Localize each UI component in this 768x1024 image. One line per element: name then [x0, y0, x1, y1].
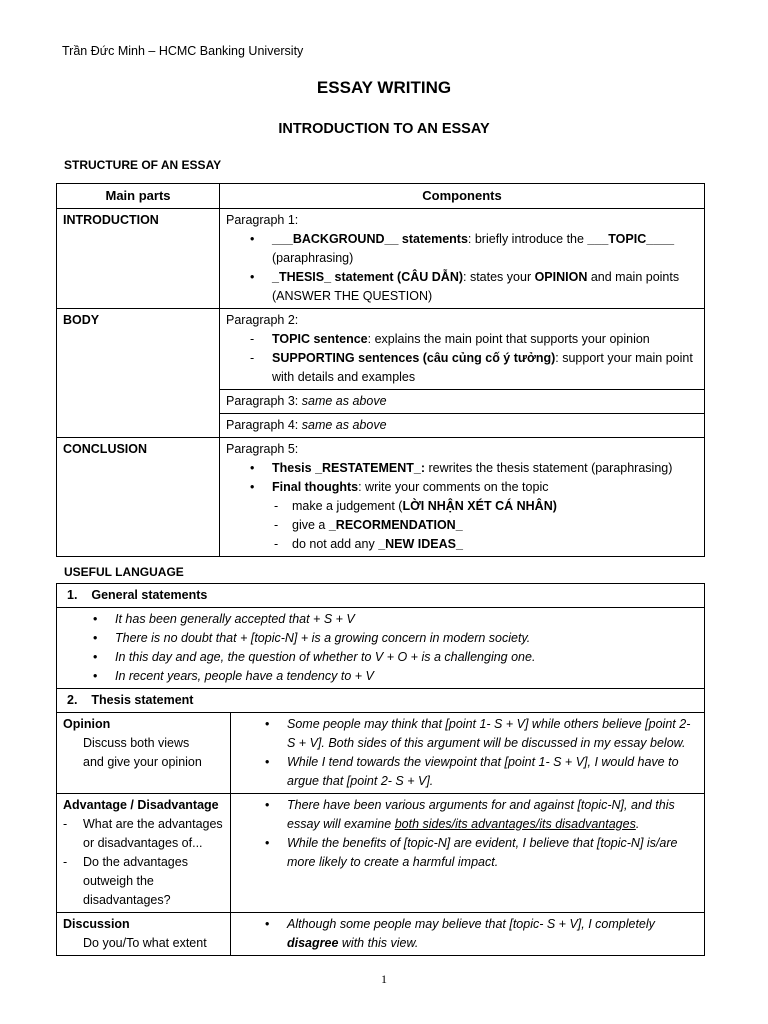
- opinion-line-2: and give your opinion: [83, 755, 202, 769]
- discussion-examples: [231, 913, 705, 956]
- page-number: 1: [381, 972, 387, 986]
- body-para-3: Paragraph 3: same as above: [220, 390, 705, 414]
- body-para-label: Paragraph 2:: [226, 313, 299, 327]
- structure-heading: STRUCTURE OF AN ESSAY: [64, 158, 222, 172]
- bullet-icon: •: [250, 232, 255, 246]
- body-dash-1: - TOPIC sentence: explains the main point that supports your opinion: [250, 332, 650, 346]
- page-subtitle: INTRODUCTION TO AN ESSAY: [278, 121, 490, 137]
- body-para-4: Paragraph 4: same as above: [220, 414, 705, 438]
- bullet-icon: •: [250, 461, 255, 475]
- opinion-example-2: • While I tend towards the viewpoint that [point 1- S + V], I would have to argue that [point 2- S + V].: [265, 755, 679, 788]
- opinion-cell: [57, 713, 231, 794]
- page-title: ESSAY WRITING: [316, 78, 452, 97]
- bullet-icon: •: [250, 480, 255, 494]
- adv-example-2: • While the benefits of [topic-N] are evident, I believe that [topic-N] is/are more likely to create a harmful impact.: [265, 836, 678, 869]
- adv-question-2: - Do the advantages outweigh the disadvantages?: [63, 855, 188, 907]
- general-statements-list: [57, 608, 705, 689]
- adv-example-1: • There have been various arguments for and against [topic-N], and this essay will examine both sides/its advantages/its disadvantages.: [265, 798, 675, 831]
- discussion-label: Discussion: [63, 917, 130, 931]
- adv-question-1: - What are the advantages or disadvantages of...: [63, 817, 223, 850]
- useful-language-heading: USEFUL LANGUAGE: [64, 565, 184, 579]
- col-main-parts: Main parts: [57, 184, 220, 209]
- conclusion-bullet-1: • Thesis _RESTATEMENT_: rewrites the thesis statement (paraphrasing): [226, 459, 698, 478]
- intro-para-label: Paragraph 1:: [226, 213, 299, 227]
- body-para-2: [220, 309, 705, 390]
- conclusion-para-label: Paragraph 5:: [226, 442, 299, 456]
- conclusion-components: [220, 438, 705, 557]
- adv-disadv-label: Advantage / Disadvantage: [63, 798, 219, 812]
- discussion-cell: [57, 913, 231, 956]
- intro-components: [220, 209, 705, 309]
- opinion-label: Opinion: [63, 717, 111, 731]
- col-components: Components: [220, 184, 705, 209]
- opinion-example-1: • Some people may think that [point 1- S + V] while others believe [point 2- S + V]. Both sides of this argument will be discussed in my essay below.: [265, 717, 691, 750]
- thesis-statement-header: 2. Thesis statement: [57, 689, 705, 713]
- adv-disadv-examples: [231, 794, 705, 913]
- discussion-example-1: • Although some people may believe that [topic- S + V], I completely disagree with this view.: [265, 917, 655, 950]
- opinion-line-1: Discuss both views: [83, 736, 190, 750]
- general-item-4: • In recent years, people have a tendency to + V: [93, 669, 374, 683]
- intro-bullet-2: • _THESIS_ statement (CÂU DẪN): states your OPINION and main points (ANSWER THE QUESTION): [250, 270, 680, 303]
- conclusion-sub-2: - give a _RECORMENDATION_: [274, 518, 463, 532]
- part-body: BODY: [57, 309, 220, 438]
- conclusion-sub-3: - do not add any _NEW IDEAS_: [274, 537, 463, 551]
- conclusion-bullet-2: • Final thoughts: write your comments on the topic: [226, 478, 698, 497]
- general-statements-header: 1. General statements: [57, 584, 705, 608]
- general-item-1: • It has been generally accepted that + S + V: [93, 612, 355, 626]
- part-introduction: INTRODUCTION: [57, 209, 220, 309]
- structure-table: [56, 183, 705, 557]
- general-item-3: • In this day and age, the question of whether to V + O + is a challenging one.: [93, 650, 536, 664]
- general-item-2: • There is no doubt that + [topic-N] + is a growing concern in modern society.: [93, 631, 531, 645]
- opinion-examples: [231, 713, 705, 794]
- bullet-icon: •: [250, 270, 255, 284]
- conclusion-sub-1: - make a judgement (LỜI NHẬN XÉT CÁ NHÂN): [274, 499, 557, 513]
- part-conclusion: CONCLUSION: [57, 438, 220, 557]
- intro-bullet-1: • ___BACKGROUND__ statements: briefly introduce the ___TOPIC____ (paraphrasing): [250, 232, 675, 265]
- body-dash-2: - SUPPORTING sentences (câu củng cố ý tưởng): support your main point with details and examples: [250, 351, 693, 384]
- page-header: Trần Đức Minh – HCMC Banking University: [62, 44, 304, 58]
- useful-language-table: [56, 583, 705, 956]
- discussion-line-1: Do you/To what extent: [83, 936, 207, 950]
- adv-disadv-cell: [57, 794, 231, 913]
